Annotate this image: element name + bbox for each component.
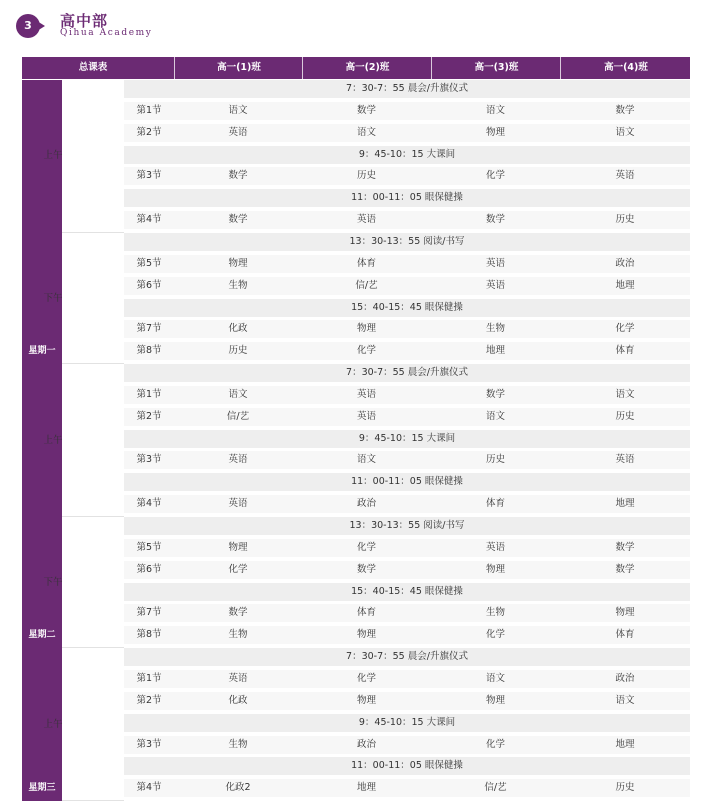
subject-cell: 英语 [228, 454, 248, 466]
subject-cell: 体育 [356, 607, 376, 619]
subject-cell: 语文 [485, 410, 505, 422]
period-label: 第3节 [136, 170, 162, 182]
subject-cell: 英语 [228, 672, 248, 684]
subject-cell: 英语 [228, 126, 248, 138]
period-row [124, 102, 690, 122]
subject-cell: 物理 [485, 126, 505, 138]
break-label: 7：30-7：55 晨会/升旗仪式 [346, 367, 468, 379]
break-row [124, 299, 690, 319]
subject-cell: 地理 [615, 498, 635, 510]
period-label: 第1节 [136, 672, 162, 684]
subject-cell: 语文 [615, 126, 635, 138]
break-label: 11：00-11：05 眼保健操 [351, 476, 463, 488]
half-day-label: 上午 [43, 150, 63, 162]
subject-cell: 历史 [228, 345, 248, 357]
break-label: 13：30-13：55 阅读/书写 [349, 235, 465, 247]
break-label: 7：30-7：55 晨会/升旗仪式 [346, 83, 468, 94]
subject-cell: 政治 [356, 498, 376, 510]
period-label: 第2节 [136, 410, 162, 422]
half-day-label: 下午 [43, 576, 63, 588]
subject-cell: 英语 [356, 214, 376, 226]
subject-cell: 化政 [228, 694, 248, 706]
subject-cell: 信/艺 [484, 782, 507, 794]
period-row [124, 255, 690, 275]
period-row [124, 495, 690, 515]
period-row [124, 539, 690, 559]
subject-cell: 生物 [485, 607, 505, 619]
subject-cell: 生物 [485, 323, 505, 335]
subject-cell: 历史 [356, 170, 376, 182]
section-title: 高中部 [60, 12, 109, 30]
subject-cell: 地理 [356, 782, 376, 794]
period-row [124, 408, 690, 428]
period-row [124, 451, 690, 471]
period-row [124, 277, 690, 297]
subject-cell: 化学 [356, 672, 376, 684]
subject-cell: 语文 [615, 388, 635, 400]
day-label: 星期二 [28, 630, 56, 641]
subject-cell: 政治 [615, 257, 635, 269]
subject-cell: 物理 [356, 694, 376, 706]
period-label: 第8节 [136, 629, 162, 641]
period-row [124, 670, 690, 690]
subject-cell: 数学 [356, 104, 376, 116]
break-row [124, 146, 690, 166]
day-column [22, 364, 62, 648]
subject-cell: 英语 [485, 541, 505, 553]
period-label: 第4节 [136, 214, 162, 226]
subject-cell: 数学 [228, 607, 248, 619]
subject-cell: 政治 [615, 672, 635, 684]
subject-cell: 体育 [356, 257, 376, 269]
break-row [124, 233, 690, 253]
subject-cell: 体育 [615, 345, 635, 357]
period-label: 第8节 [136, 345, 162, 357]
column-header-class-2: 高一(2)班 [302, 57, 432, 79]
badge-pointer-icon [37, 21, 45, 31]
subject-cell: 语文 [228, 388, 248, 400]
break-label: 9：45-10：15 大课间 [358, 716, 456, 728]
subject-cell: 数学 [485, 388, 505, 400]
half-day-label: 上午 [43, 718, 63, 730]
period-label: 第2节 [136, 126, 162, 138]
subject-cell: 语文 [485, 104, 505, 116]
subject-cell: 体育 [485, 498, 505, 510]
period-row [124, 211, 690, 231]
period-row [124, 342, 690, 362]
break-row [124, 189, 690, 209]
subject-cell: 地理 [485, 345, 505, 357]
subject-cell: 语文 [485, 672, 505, 684]
period-label: 第7节 [136, 323, 162, 335]
break-row [124, 364, 690, 384]
break-row [124, 648, 690, 668]
subject-cell: 化学 [228, 563, 248, 575]
period-row [124, 736, 690, 756]
subject-cell: 物理 [356, 629, 376, 641]
subject-cell: 数学 [228, 214, 248, 226]
period-label: 第6节 [136, 563, 162, 575]
subject-cell: 信/艺 [355, 279, 378, 291]
period-label: 第1节 [136, 104, 162, 116]
period-label: 第5节 [136, 257, 162, 269]
subject-cell: 数学 [615, 563, 635, 575]
period-row [124, 779, 690, 799]
timetable-header [22, 57, 690, 79]
section-number-badge: 3 [16, 14, 40, 38]
break-row [124, 430, 690, 450]
break-row [124, 757, 690, 777]
subject-cell: 物理 [356, 323, 376, 335]
subject-cell: 化学 [485, 170, 505, 182]
subject-cell: 英语 [485, 257, 505, 269]
period-label: 第4节 [136, 782, 162, 794]
subject-cell: 生物 [228, 279, 248, 291]
subject-cell: 语文 [356, 454, 376, 466]
day-column [22, 80, 62, 364]
section-subtitle: Qihua Academy [60, 28, 153, 38]
period-label: 第3节 [136, 454, 162, 466]
subject-cell: 数学 [356, 563, 376, 575]
subject-cell: 化学 [485, 629, 505, 641]
subject-cell: 地理 [615, 738, 635, 750]
subject-cell: 物理 [485, 563, 505, 575]
subject-cell: 化学 [356, 345, 376, 357]
period-row [124, 386, 690, 406]
period-row [124, 604, 690, 624]
column-header-class-1: 高一(1)班 [174, 57, 303, 79]
subject-cell: 物理 [228, 541, 248, 553]
subject-cell: 化政2 [225, 782, 251, 794]
period-label: 第4节 [136, 498, 162, 510]
break-label: 15：40-15：45 眼保健操 [351, 301, 463, 313]
subject-cell: 历史 [615, 782, 635, 794]
period-label: 第6节 [136, 279, 162, 291]
column-header-class-3: 高一(3)班 [431, 57, 561, 79]
day-label: 星期一 [28, 346, 56, 357]
break-row [124, 517, 690, 537]
subject-cell: 化学 [615, 323, 635, 335]
subject-cell: 英语 [615, 454, 635, 466]
subject-cell: 化政 [228, 323, 248, 335]
subject-cell: 历史 [615, 410, 635, 422]
subject-cell: 数学 [228, 170, 248, 182]
period-label: 第7节 [136, 607, 162, 619]
subject-cell: 物理 [485, 694, 505, 706]
break-row [124, 80, 690, 100]
subject-cell: 物理 [228, 257, 248, 269]
subject-cell: 英语 [228, 498, 248, 510]
break-label: 9：45-10：15 大课间 [358, 148, 456, 160]
subject-cell: 英语 [615, 170, 635, 182]
subject-cell: 语文 [615, 694, 635, 706]
period-row [124, 167, 690, 187]
half-day-label: 下午 [43, 292, 63, 304]
subject-cell: 英语 [356, 388, 376, 400]
day-label: 星期三 [28, 783, 56, 794]
period-label: 第3节 [136, 738, 162, 750]
half-day-label: 上午 [43, 434, 63, 446]
period-row [124, 561, 690, 581]
subject-cell: 生物 [228, 738, 248, 750]
subject-cell: 英语 [485, 279, 505, 291]
break-row [124, 583, 690, 603]
break-row [124, 473, 690, 493]
subject-cell: 化学 [485, 738, 505, 750]
period-row [124, 320, 690, 340]
subject-cell: 生物 [228, 629, 248, 641]
section-header [16, 8, 416, 44]
break-label: 9：45-10：15 大课间 [358, 432, 456, 444]
subject-cell: 信/艺 [226, 410, 250, 422]
subject-cell: 政治 [356, 738, 376, 750]
subject-cell: 英语 [356, 410, 376, 422]
break-row [124, 714, 690, 734]
period-label: 第5节 [136, 541, 162, 553]
period-label: 第2节 [136, 694, 162, 706]
subject-cell: 地理 [615, 279, 635, 291]
break-label: 11：00-11：05 眼保健操 [351, 760, 463, 772]
column-header-class-4: 高一(4)班 [560, 57, 691, 79]
break-label: 11：00-11：05 眼保健操 [351, 192, 463, 204]
subject-cell: 数学 [615, 541, 635, 553]
subject-cell: 历史 [615, 214, 635, 226]
break-label: 7：30-7：55 晨会/升旗仪式 [346, 651, 468, 663]
break-label: 13：30-13：55 阅读/书写 [349, 520, 465, 531]
subject-cell: 化学 [356, 541, 376, 553]
subject-cell: 体育 [615, 629, 635, 641]
subject-cell: 历史 [485, 454, 505, 466]
subject-cell: 物理 [615, 607, 635, 619]
column-header-overview: 总课表 [78, 62, 108, 73]
subject-cell: 语文 [356, 126, 376, 138]
period-row [124, 124, 690, 144]
period-row [124, 692, 690, 712]
break-label: 15：40-15：45 眼保健操 [351, 585, 463, 597]
period-row [124, 626, 690, 646]
subject-cell: 数学 [485, 214, 505, 226]
subject-cell: 数学 [615, 104, 635, 116]
period-label: 第1节 [136, 388, 162, 400]
subject-cell: 语文 [228, 104, 248, 116]
